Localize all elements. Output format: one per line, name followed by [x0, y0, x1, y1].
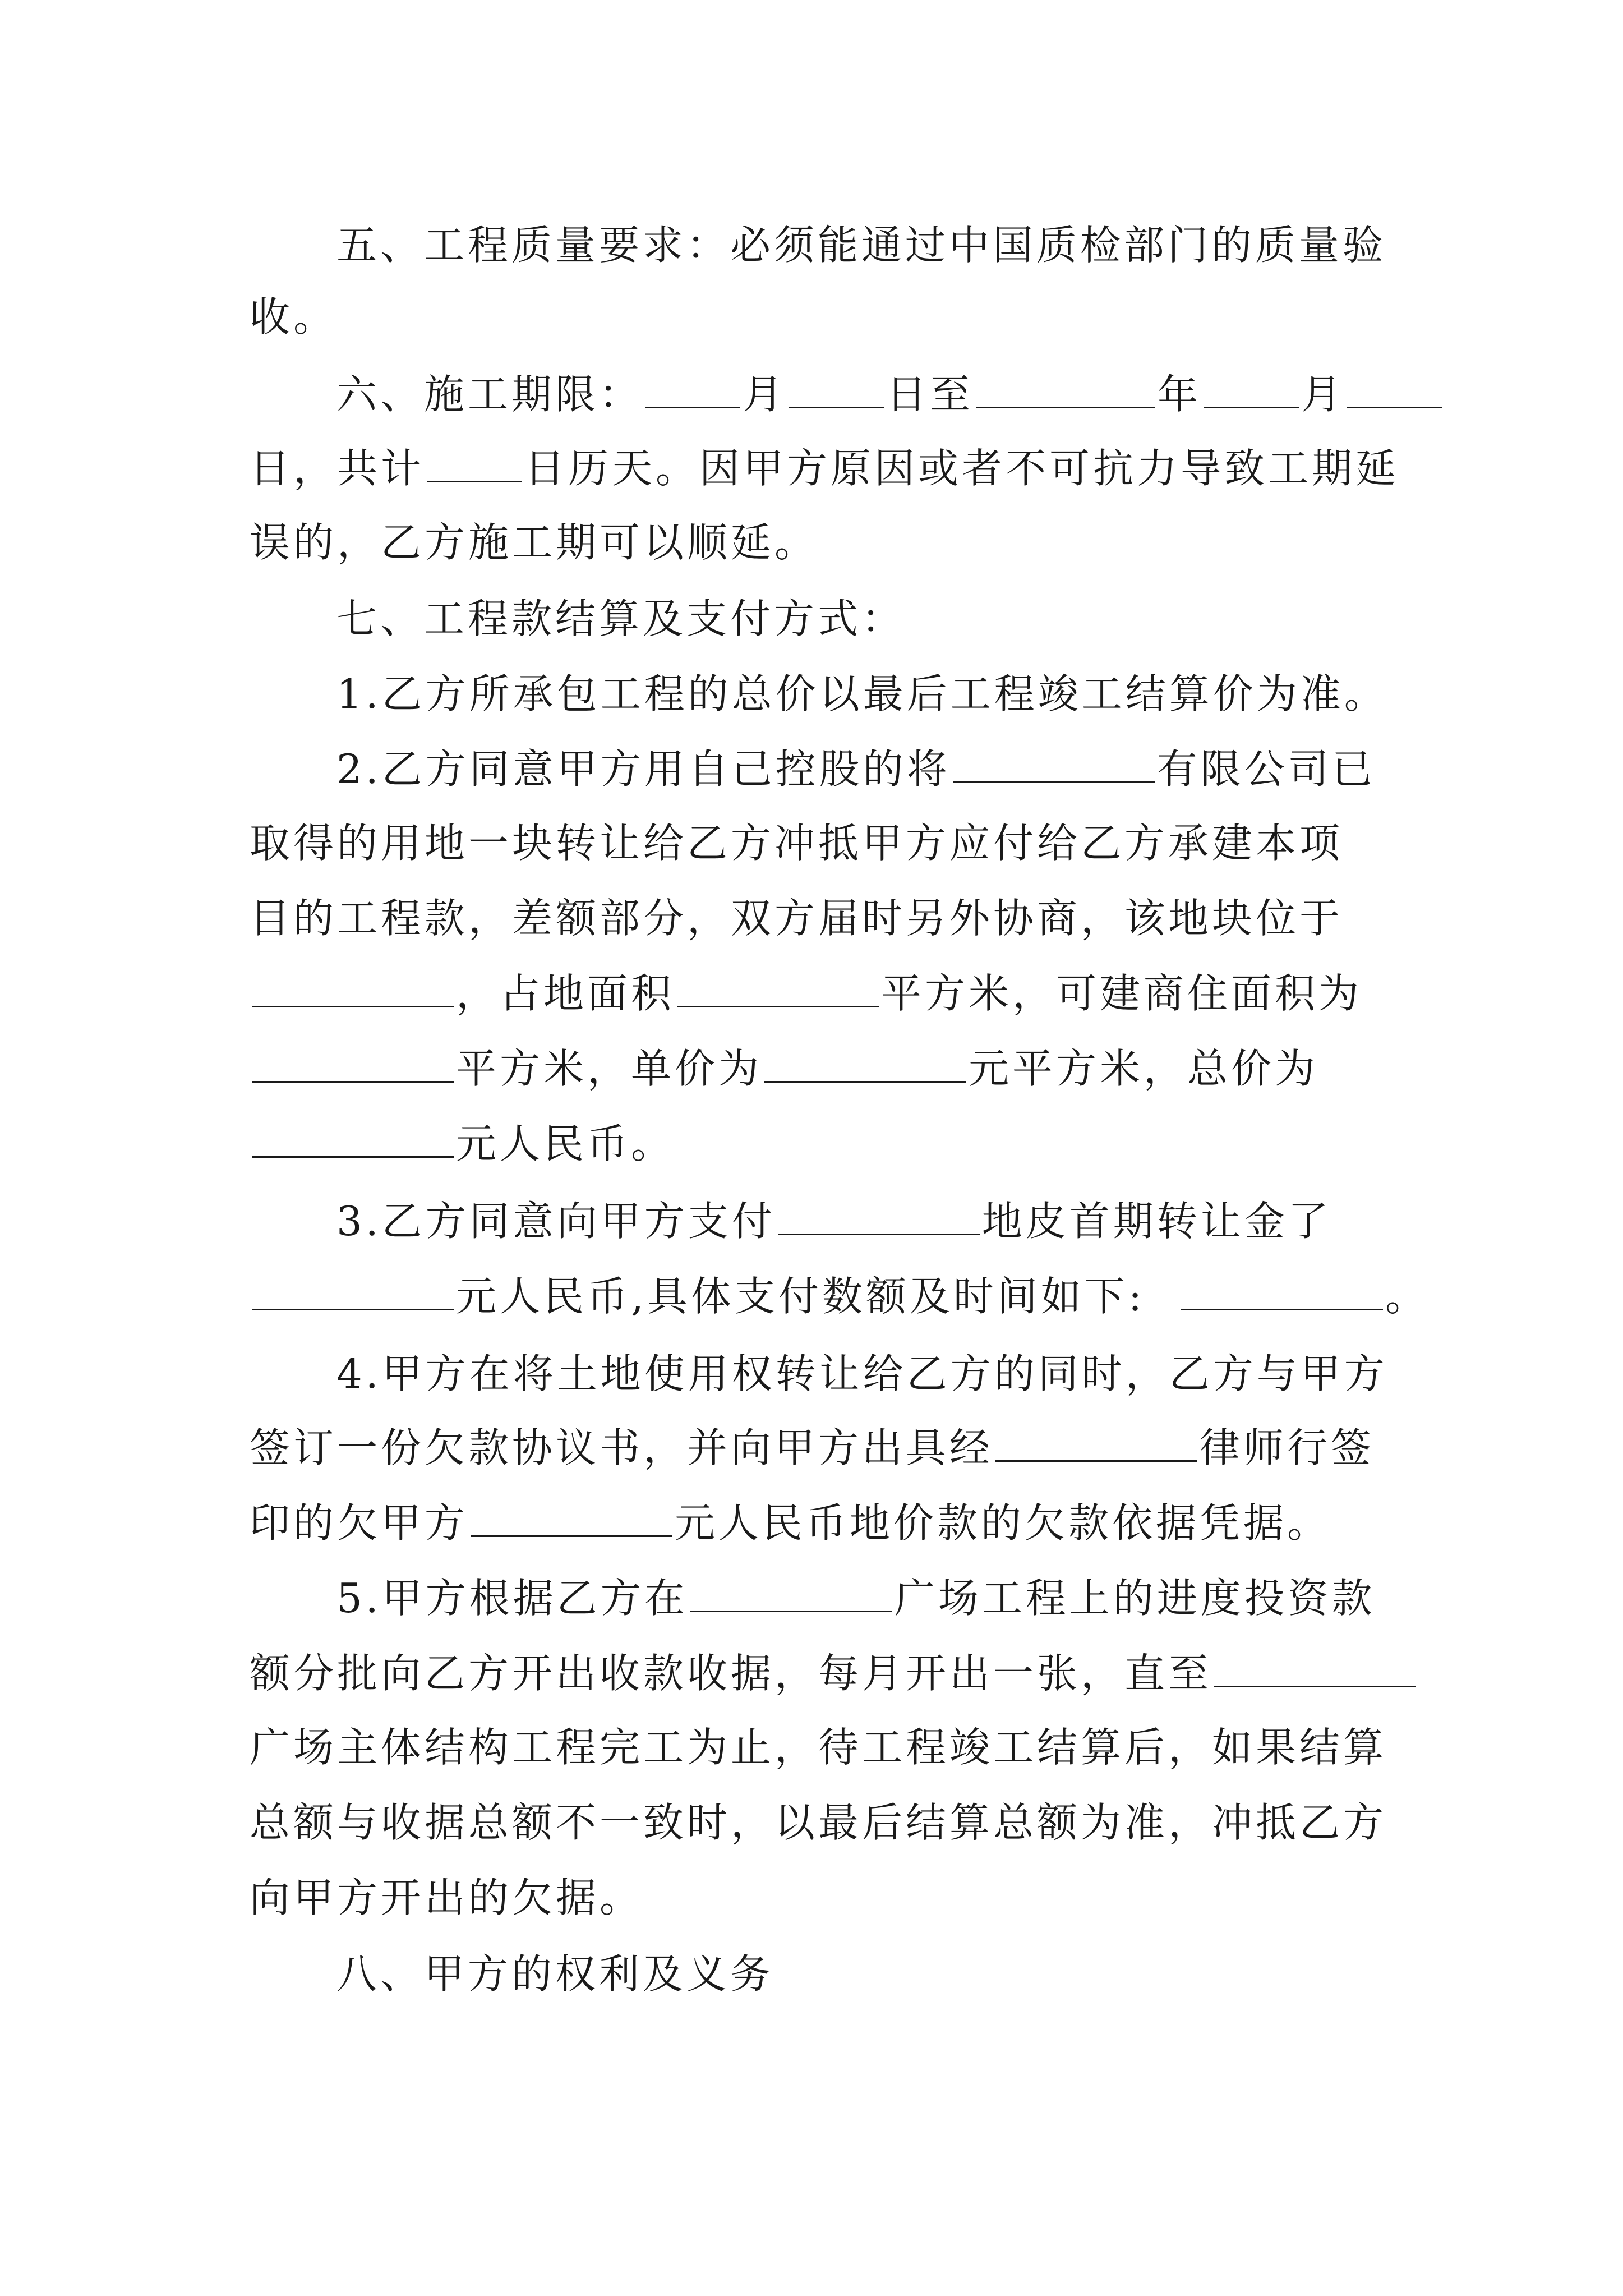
blank-payee [778, 1190, 980, 1235]
blank-law-firm [995, 1416, 1197, 1462]
section6-month-label: 月 [743, 371, 787, 418]
section7-item4-line1: 4.甲方在将土地使用权转让给乙方的同时，乙方与甲方 [336, 1350, 1388, 1397]
section8-heading: 八、甲方的权利及义务 [336, 1950, 774, 1998]
item5-line1-a: 5.甲方根据乙方在 [336, 1575, 688, 1622]
section7-item4-line3 [250, 1489, 1394, 1557]
section5-line2: 收。 [250, 293, 338, 341]
section6-line2-b: 日历天。因甲方原因或者不可抗力导致工期延 [524, 445, 1400, 492]
section7-item4-line2 [250, 1414, 1394, 1481]
blank-month-end [1204, 363, 1299, 408]
blank-year-end [976, 363, 1155, 408]
item2-line4-a: ，占地面积 [456, 970, 675, 1017]
blank-land-area [677, 962, 879, 1007]
item3-text-b: 地皮首期转让金了 [981, 1198, 1332, 1245]
section6-year-label: 年 [1158, 371, 1202, 418]
item4-line3-a: 印的欠甲方 [250, 1499, 469, 1547]
item5-line1-b: 广场工程上的进度投资款 [894, 1575, 1376, 1622]
blank-unit-price [764, 1037, 966, 1083]
item2-line4-b: 平方米，可建商住面积为 [881, 970, 1363, 1017]
item3-line2-b: 。 [1385, 1273, 1430, 1320]
blank-month-start [645, 363, 740, 408]
blank-plaza-name-2 [1214, 1642, 1416, 1687]
blank-total-days [427, 437, 522, 482]
section6-line1 [336, 361, 1481, 428]
blank-total-price [252, 1112, 454, 1158]
item4-line2-b: 律师行签 [1200, 1424, 1375, 1471]
section5-line1: 五、工程质量要求：必须能通过中国质检部门的质量验 [336, 222, 1387, 269]
item2-line6: 元人民币。 [456, 1120, 675, 1167]
section6-line3: 误的，乙方施工期可以顺延。 [250, 519, 819, 566]
section7-item2-line3: 目的工程款，差额部分，双方届时另外协商，该地块位于 [250, 895, 1344, 942]
item2-line5-b: 元平方米，总价为 [969, 1045, 1319, 1092]
blank-day-end [1347, 363, 1442, 408]
item3-text-a: 3.乙方同意向甲方支付 [336, 1198, 776, 1245]
section7-item2-line1 [336, 735, 1481, 803]
section7-item5-line2 [250, 1640, 1394, 1707]
section7-item5-line3: 广场主体结构工程完工为止，待工程竣工结算后，如果结算 [250, 1724, 1387, 1771]
blank-first-payment [252, 1265, 454, 1310]
section6-month2-label: 月 [1301, 371, 1345, 418]
section7-item2-line4 [250, 960, 1394, 1027]
section7-item3-line2 [250, 1263, 1430, 1330]
section7-item1: 1.乙方所承包工程的总价以最后工程竣工结算价为准。 [336, 670, 1388, 717]
section6-day-to-label: 日至 [886, 371, 974, 418]
section7-item3-line1 [336, 1188, 1481, 1255]
item5-line2: 额分批向乙方开出收款收据，每月开出一张，直至 [250, 1650, 1212, 1697]
section7-item5-line1 [336, 1565, 1481, 1632]
section7-item2-line2: 取得的用地一块转让给乙方冲抵甲方应付给乙方承建本项 [250, 820, 1344, 867]
blank-plaza-name [690, 1567, 892, 1612]
item3-line2-a: 元人民币,具体支付数额及时间如下: [456, 1273, 1146, 1320]
blank-location [252, 962, 454, 1007]
blank-day-start [789, 363, 884, 408]
blank-company [953, 738, 1155, 783]
item4-line3-b: 元人民币地价款的欠款依据凭据。 [675, 1499, 1331, 1547]
blank-payment-schedule [1181, 1265, 1383, 1310]
item2-line5-a: 平方米，单价为 [456, 1045, 763, 1092]
section6-prefix: 六、施工期限： [336, 371, 643, 418]
item2-text-b: 有限公司已 [1156, 746, 1376, 793]
section7-item2-line5 [250, 1035, 1394, 1102]
section7-item5-line5: 向甲方开出的欠据。 [250, 1874, 644, 1921]
section6-line2 [250, 435, 1400, 502]
section6-line2-a: 日，共计 [250, 445, 425, 492]
item2-text-a: 2.乙方同意甲方用自己控股的将 [336, 746, 951, 793]
item4-line2-a: 签订一份欠款协议书，并向甲方出具经 [250, 1424, 994, 1471]
section7-item2-line6 [250, 1110, 1394, 1177]
section7-heading: 七、工程款结算及支付方式： [336, 595, 906, 642]
blank-build-area [252, 1037, 454, 1083]
section7-item5-line4: 总额与收据总额不一致时，以最后结算总额为准，冲抵乙方 [250, 1799, 1387, 1846]
blank-debt-amount [471, 1492, 672, 1537]
